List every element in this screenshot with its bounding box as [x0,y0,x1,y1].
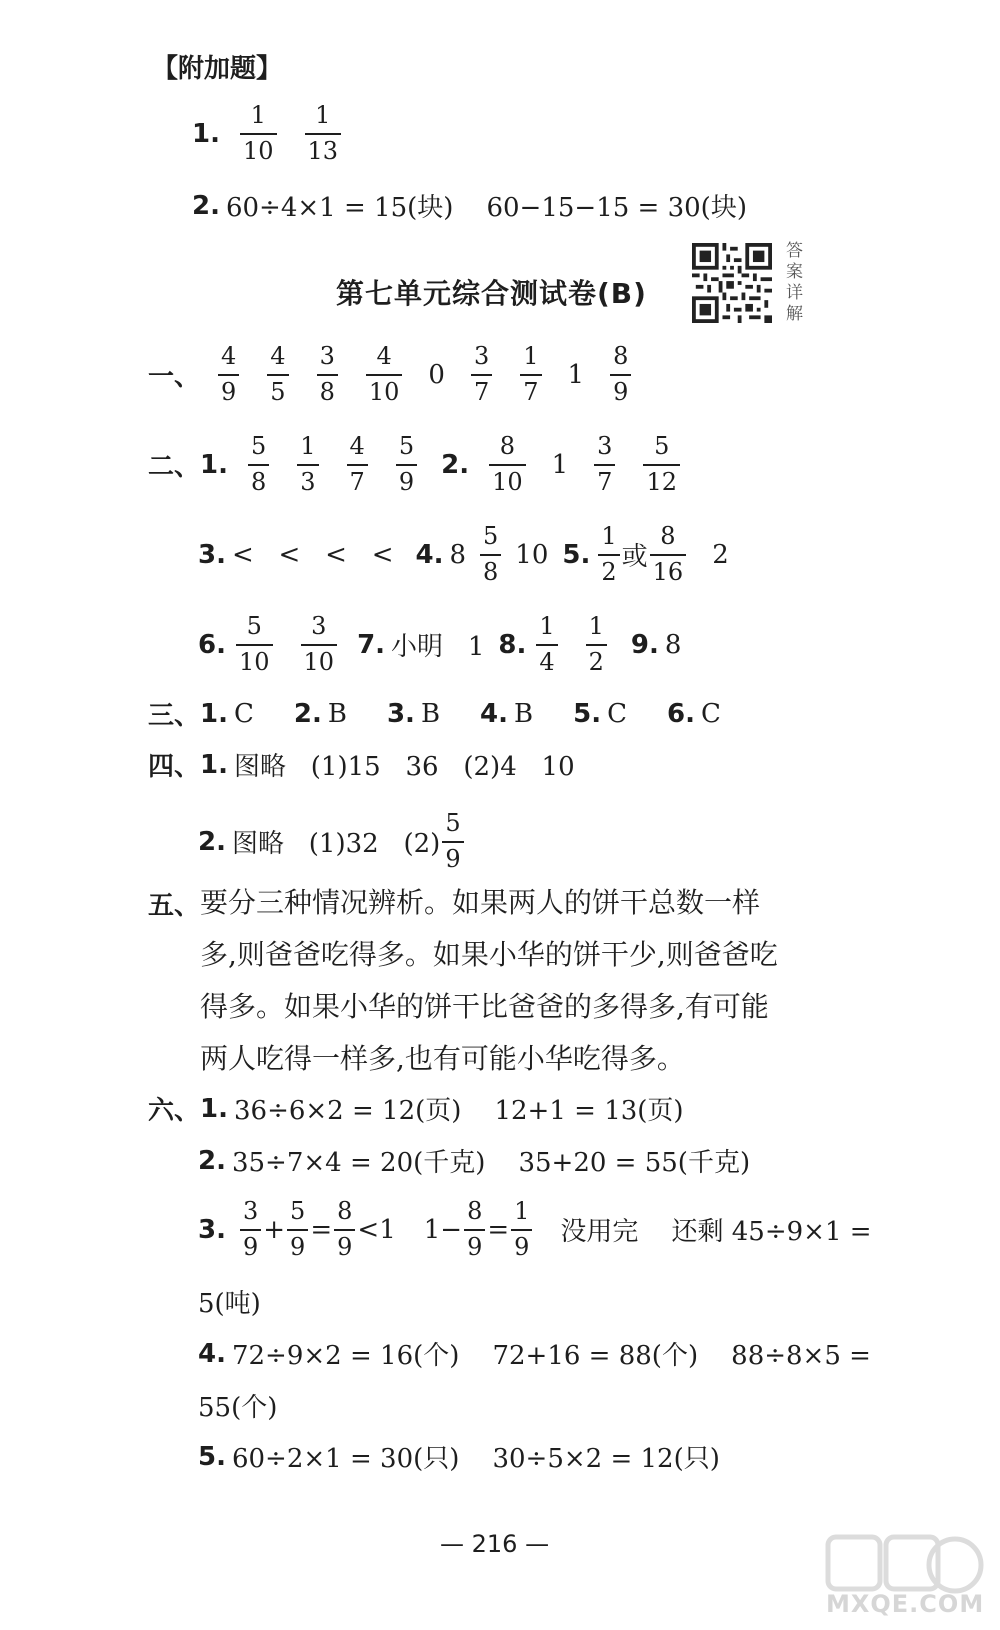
answer-value: 10 [515,539,549,570]
question-number: 1. [192,118,220,149]
qr-label: 答案详解 [786,241,803,324]
denominator: 8 [480,554,501,587]
denominator: 4 [536,644,557,677]
numerator: 8 [613,342,629,370]
answer-value: 8 [664,629,682,660]
answer-value: 2 [712,539,729,570]
answer-text: 图略 (1)32 (2) [231,829,441,860]
denominator: 9 [396,464,417,497]
numerator: 5 [250,432,267,460]
numerator: 1 [523,342,539,370]
numerator: 3 [597,432,613,460]
question-number: 7. [357,629,386,660]
denominator: 9 [442,841,463,874]
question-number: 2. [198,1145,226,1176]
answer-value: 1 [551,449,569,480]
answer-text: 没用完 还剩 45÷9×1 = [560,1217,872,1248]
question-number: 9. [630,629,659,660]
denominator: 7 [594,464,615,497]
fraction [594,433,615,496]
question-number: 3. [198,1214,226,1245]
part3-row [148,695,721,732]
fraction [218,343,239,406]
part2-row-3 [198,613,681,676]
part-label: 四、 [148,752,201,782]
numerator: 5 [654,432,670,460]
page-number: — 216 — [440,1530,550,1558]
appendix-q1 [192,102,355,165]
part4-row-2 [198,810,466,873]
denominator: 9 [464,1229,485,1262]
part6-row-3 [198,1198,872,1261]
numerator: 5 [246,612,262,640]
question-number: 4. [415,539,444,570]
answer-text: 图略 (1)15 36 (2)4 10 [233,752,575,782]
numerator: 1 [588,612,604,640]
question-number: 2. [441,449,470,480]
answer-value: C [700,698,721,729]
answer-value: 1 [567,359,585,390]
part-label: 二、 [148,452,201,483]
numerator: 1 [514,1197,530,1225]
part6-row-4-cont [198,1387,277,1424]
part6-row-3-cont [198,1283,261,1320]
operator: = [310,1214,333,1245]
question-number: 4. [480,698,509,729]
denominator: 7 [347,464,368,497]
denominator: 3 [297,464,318,497]
fraction [236,613,273,676]
denominator: 8 [317,374,338,407]
question-number: 2. [198,826,226,857]
answer-text: < < < < [231,539,394,570]
question-number: 3. [386,698,415,729]
fraction [301,613,338,676]
operator: = [487,1214,510,1245]
question-number: 1. [200,698,228,729]
question-number: 5. [562,539,591,570]
numerator: 1 [601,522,617,550]
answer-text: 55(个) [198,1393,278,1423]
denominator: 9 [511,1229,532,1262]
fraction [334,1198,355,1261]
question-number: 8. [498,629,527,660]
question-number: 6. [667,698,695,729]
answer-value: B [420,698,441,729]
part-label: 五、 [148,891,201,921]
numerator: 3 [473,342,490,370]
part-label: 一、 [148,362,201,393]
part5-label-row [148,885,200,922]
part1-row [148,343,645,406]
fraction [366,343,403,406]
numerator: 4 [349,432,365,460]
qr-code-icon[interactable] [692,243,772,323]
question-number: 1. [200,749,228,780]
numerator: 8 [660,522,676,550]
answer-text: 5(吨) [198,1289,261,1319]
answer-text: 35÷7×4 = 20(千克) 35+20 = 55(千克) [231,1148,751,1178]
part6-row-1 [148,1090,684,1127]
answer-value: C [607,698,627,729]
fraction [643,433,680,496]
fraction [464,1198,485,1261]
fraction [480,523,501,586]
part4-row-1 [148,746,575,783]
appendix-heading-text: 【附加题】 [152,54,283,84]
answer-value: 8 [449,539,467,570]
section-title: 第七单元综合测试卷(B) [336,277,647,310]
numerator: 1 [315,101,331,129]
answer-text: <1 [357,1214,396,1245]
numerator: 1 [250,101,266,129]
appendix-q2 [192,187,747,224]
denominator: 9 [334,1229,355,1262]
part5-paragraph: 要分三种情况辨析。如果两人的饼干总数一样多,则爸爸吃得多。如果小华的饼干少,则爸爸吃得多。如果小华的饼干比爸爸的多得多,有可能两人吃得一样多,也有可能小华吃得多。 [200,886,778,1075]
question-number: 6. [198,629,226,660]
denominator: 10 [236,644,273,677]
denominator: 16 [650,554,687,587]
answer-value: B [514,698,534,729]
part-label: 三、 [148,701,201,731]
denominator: 13 [305,133,342,166]
answer-text: 小明 1 [391,632,485,663]
fraction [598,523,619,586]
denominator: 10 [366,374,403,407]
denominator: 9 [610,374,631,407]
fraction [305,102,342,165]
denominator: 9 [218,374,239,407]
numerator: 3 [319,342,335,370]
fraction [240,102,277,165]
numerator: 4 [270,342,286,370]
numerator: 3 [311,612,327,640]
fraction [396,433,417,496]
fraction [248,433,269,496]
denominator: 8 [248,464,269,497]
fraction [536,613,557,676]
fraction [287,1198,308,1261]
answer-text: 72÷9×2 = 16(个) 72+16 = 88(个) 88÷8×5 = [231,1341,871,1371]
numerator: 4 [376,342,392,370]
fraction [471,343,492,406]
question-number: 5. [198,1441,226,1472]
numerator: 5 [445,809,461,837]
question-number: 4. [198,1338,226,1369]
operator: + [263,1214,286,1245]
denominator: 9 [287,1229,308,1262]
answer-text: 60÷2×1 = 30(只) 30÷5×2 = 12(只) [231,1444,720,1474]
numerator: 3 [242,1197,259,1225]
denominator: 10 [489,464,526,497]
answer-value: 0 [428,359,445,390]
numerator: 8 [499,432,515,460]
part6-row-5 [198,1438,720,1475]
question-number: 1. [200,1093,228,1124]
denominator: 9 [240,1229,261,1262]
fraction [347,433,368,496]
fraction [520,343,541,406]
answer-text: 1− [423,1214,463,1245]
answer-text: 36÷6×2 = 12(页) 12+1 = 13(页) [233,1096,684,1126]
appendix-heading [152,48,282,85]
numerator: 5 [398,432,415,460]
fraction [317,343,338,406]
question-number: 5. [573,698,602,729]
fraction [511,1198,532,1261]
fraction [610,343,631,406]
denominator: 10 [301,644,338,677]
fraction [586,613,607,676]
numerator: 8 [337,1197,353,1225]
answer-value: B [327,698,347,729]
part2-row-2 [198,523,729,586]
denominator: 2 [598,554,619,587]
question-number: 2. [293,698,322,729]
part2-row-1 [148,433,694,496]
fraction [267,343,288,406]
question-number: 2. [192,190,220,221]
fraction [297,433,318,496]
numerator: 1 [539,612,555,640]
numerator: 5 [290,1197,306,1225]
fraction [240,1198,261,1261]
denominator: 7 [520,374,541,407]
denominator: 5 [267,374,288,407]
denominator: 2 [586,644,607,677]
numerator: 8 [467,1197,483,1225]
numerator: 5 [483,522,499,550]
answer-value: C [233,698,254,729]
fraction [489,433,526,496]
part6-row-4 [198,1335,871,1372]
part6-row-2 [198,1142,750,1179]
denominator: 10 [240,133,277,166]
fraction [650,523,687,586]
fraction [442,810,463,873]
denominator: 12 [643,464,680,497]
question-number: 3. [198,539,226,570]
denominator: 7 [471,374,492,407]
watermark-text: MXQE.COM [826,1590,985,1618]
question-number: 1. [200,449,228,480]
part-label: 六、 [148,1096,201,1126]
answer-text: 60÷4×1 = 15(块) 60−15−15 = 30(块) [225,193,747,223]
answer-text: 或 [621,542,648,573]
numerator: 4 [221,342,237,370]
numerator: 1 [300,432,316,460]
